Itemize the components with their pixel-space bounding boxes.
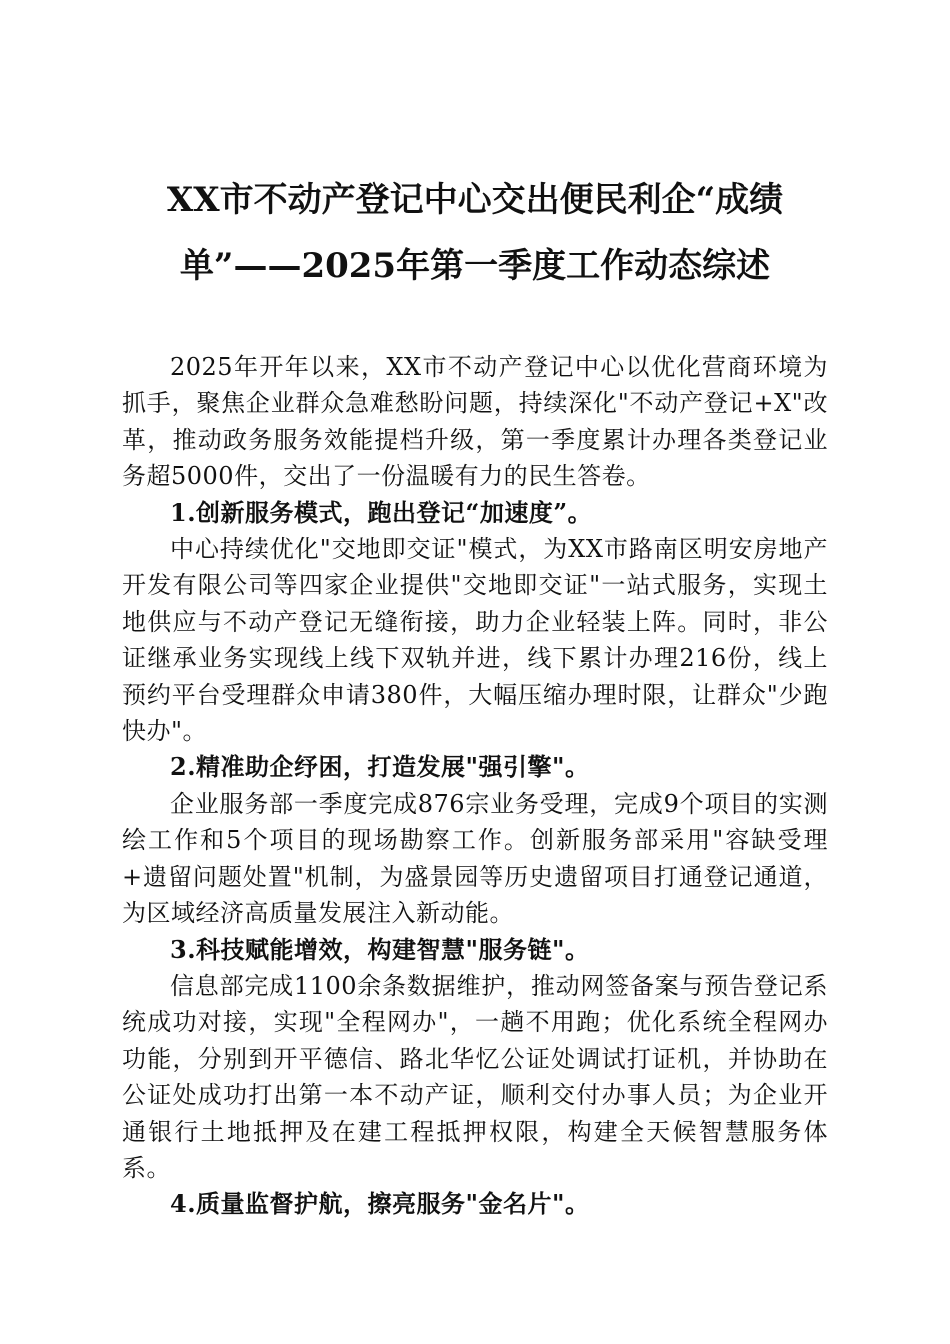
title-line-2: 单”——2025年第一季度工作动态综述 (179, 246, 771, 286)
section-1-body: 中心持续优化"交地即交证"模式，为XX市路南区明安房地产开发有限公司等四家企业提供"交地即交证"一站式服务，实现土地供应与不动产登记无缝衔接，助力企业轻装上阵。同时，非公证继承业务实现线上线下双轨并进，线下累计办理216份，线上预约平台受理群众申请380件，大幅压缩办理时限，让群众"少跑快办"。 (122, 535, 828, 746)
document-title (122, 0, 828, 299)
section-3-heading: 3.科技赋能增效，构建智慧"服务链"。 (170, 934, 590, 964)
section-2-heading: 2.精准助企纾困，打造发展"强引擎"。 (170, 752, 590, 782)
document-body (122, 349, 828, 1223)
section-2-body: 企业服务部一季度完成876宗业务受理，完成9个项目的实测绘工作和5个项目的现场勘察工作。创新服务部采用"容缺受理+遗留问题处置"机制，为盛景园等历史遗留项目打通登记通道，为区域经济高质量发展注入新动能。 (122, 789, 828, 928)
document-page (122, 0, 828, 1223)
section-3-body: 信息部完成1100余条数据维护，推动网签备案与预告登记系统成功对接，实现"全程网办"，一趟不用跑；优化系统全程网办功能，分别到开平德信、路北华忆公证处调试打证机，并协助在公证处成功打出第一本不动产证，顺利交付办事人员；为企业开通银行土地抵押及在建工程抵押权限，构建全天候智慧服务体系。 (122, 971, 828, 1182)
intro-paragraph: 2025年开年以来，XX市不动产登记中心以优化营商环境为抓手，聚焦企业群众急难愁盼问题，持续深化"不动产登记+X"改革，推动政务服务效能提档升级，第一季度累计办理各类登记业务超5000件，交出了一份温暖有力的民生答卷。 (122, 353, 828, 491)
section-1-heading: 1.创新服务模式，跑出登记“加速度”。 (170, 497, 593, 527)
title-line-1: XX市不动产登记中心交出便民利企“成绩 (166, 180, 784, 220)
section-4-heading: 4.质量监督护航，擦亮服务"金名片"。 (170, 1189, 590, 1219)
